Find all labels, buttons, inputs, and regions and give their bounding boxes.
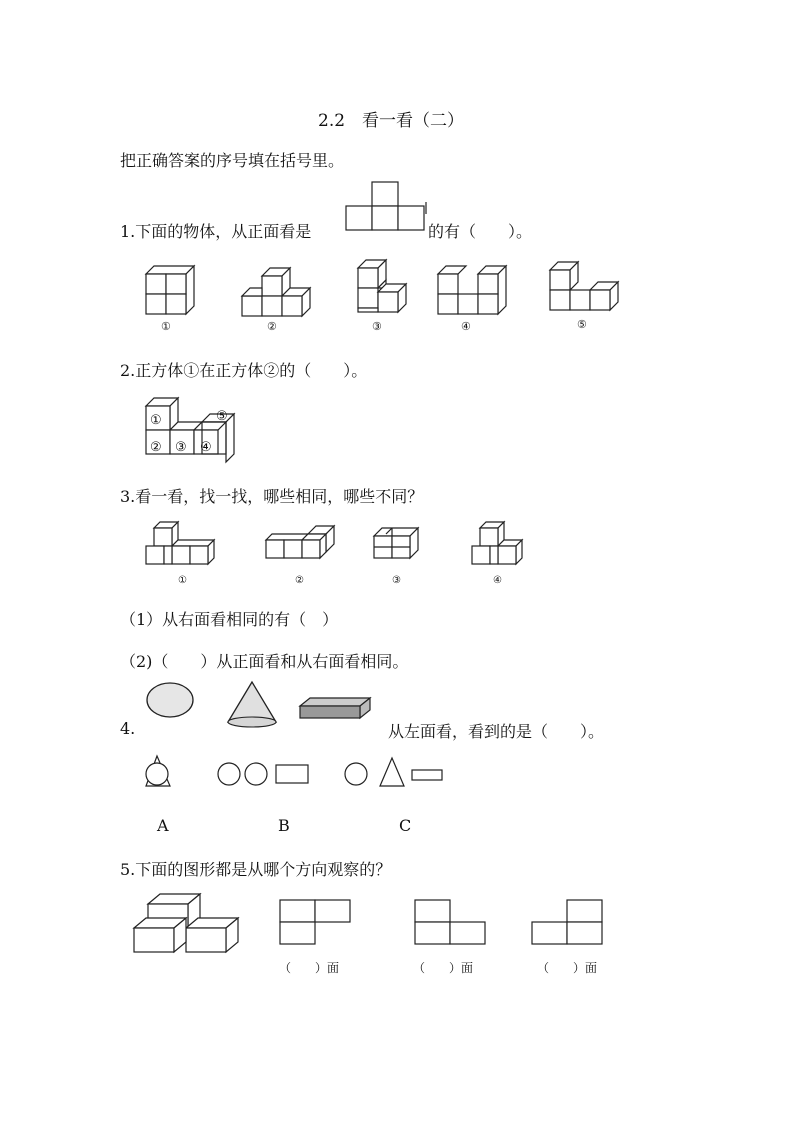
q3-label-2: ② — [295, 575, 304, 586]
q1-text-after: 的有（ ）。 — [428, 222, 533, 241]
q1-figure-4 — [438, 266, 506, 314]
q1-front-view-figure — [344, 180, 428, 236]
q2-text: 2.正方体①在正方体②的（ ）。 — [120, 361, 368, 380]
q4-option-a-figure — [146, 756, 170, 786]
q5-view-1 — [280, 900, 350, 944]
q2-label-4: ④ — [200, 440, 212, 455]
q1-label-2: ② — [267, 320, 277, 333]
q4-option-c-figure — [345, 758, 442, 786]
q4-option-figures — [140, 752, 450, 792]
q4-option-a: A — [157, 816, 169, 835]
q3-sub1-text: （1）从右面看相同的有（ ） — [120, 610, 339, 629]
q5-view-figures — [278, 898, 638, 948]
q5-view-3 — [532, 900, 602, 944]
q4-text: 从左面看，看到的是（ ）。 — [388, 722, 605, 741]
q4-option-c: C — [399, 816, 412, 835]
q2-label-3: ③ — [175, 440, 187, 455]
q3-figure-4 — [472, 522, 522, 564]
q4-option-b: B — [278, 816, 290, 835]
q1-text-before: 1.下面的物体，从正面看是 — [120, 222, 312, 241]
q1-label-5: ⑤ — [577, 318, 587, 331]
q1-figure-5 — [550, 262, 618, 310]
sphere-shape — [147, 683, 193, 717]
q3-cube-figures — [140, 518, 540, 574]
q3-figure-1 — [146, 522, 214, 564]
q5-view-2 — [415, 900, 485, 944]
q1-label-3: ③ — [372, 320, 382, 333]
page-title: 2.2 看一看（二） — [318, 111, 465, 131]
q2-label-1: ① — [150, 413, 162, 428]
q3-label-3: ③ — [392, 575, 401, 586]
q3-label-4: ④ — [493, 575, 502, 586]
q5-blank-1: （ ）面 — [279, 961, 340, 975]
q3-text: 3.看一看，找一找，哪些相同，哪些不同？ — [120, 487, 424, 506]
q3-figure-3 — [374, 528, 418, 558]
q1-figure-2 — [242, 268, 310, 316]
q1-label-4: ④ — [461, 320, 471, 333]
instruction-text: 把正确答案的序号填在括号里。 — [120, 151, 345, 170]
q1-figure-1 — [146, 266, 194, 314]
q1-label-1: ① — [161, 320, 171, 333]
q2-label-2: ② — [150, 440, 162, 455]
q4-option-b-figure — [218, 763, 308, 785]
q5-blank-3: （ ）面 — [537, 961, 598, 975]
q5-blank-2: （ ）面 — [413, 961, 474, 975]
q3-label-1: ① — [178, 575, 187, 586]
q5-cube-figure — [130, 890, 250, 956]
cuboid-shape — [300, 698, 370, 706]
q3-figure-2 — [266, 526, 334, 558]
q3-sub2-text: （2)（ ）从正面看和从右面看相同。 — [120, 652, 409, 671]
cone-shape — [228, 682, 276, 722]
q4-number: 4. — [120, 719, 136, 738]
q4-solids-figure — [140, 680, 380, 730]
q2-label-5: ⑤ — [216, 409, 228, 424]
q1-figure-3 — [358, 260, 406, 312]
q5-text: 5.下面的图形都是从哪个方向观察的？ — [120, 860, 392, 879]
